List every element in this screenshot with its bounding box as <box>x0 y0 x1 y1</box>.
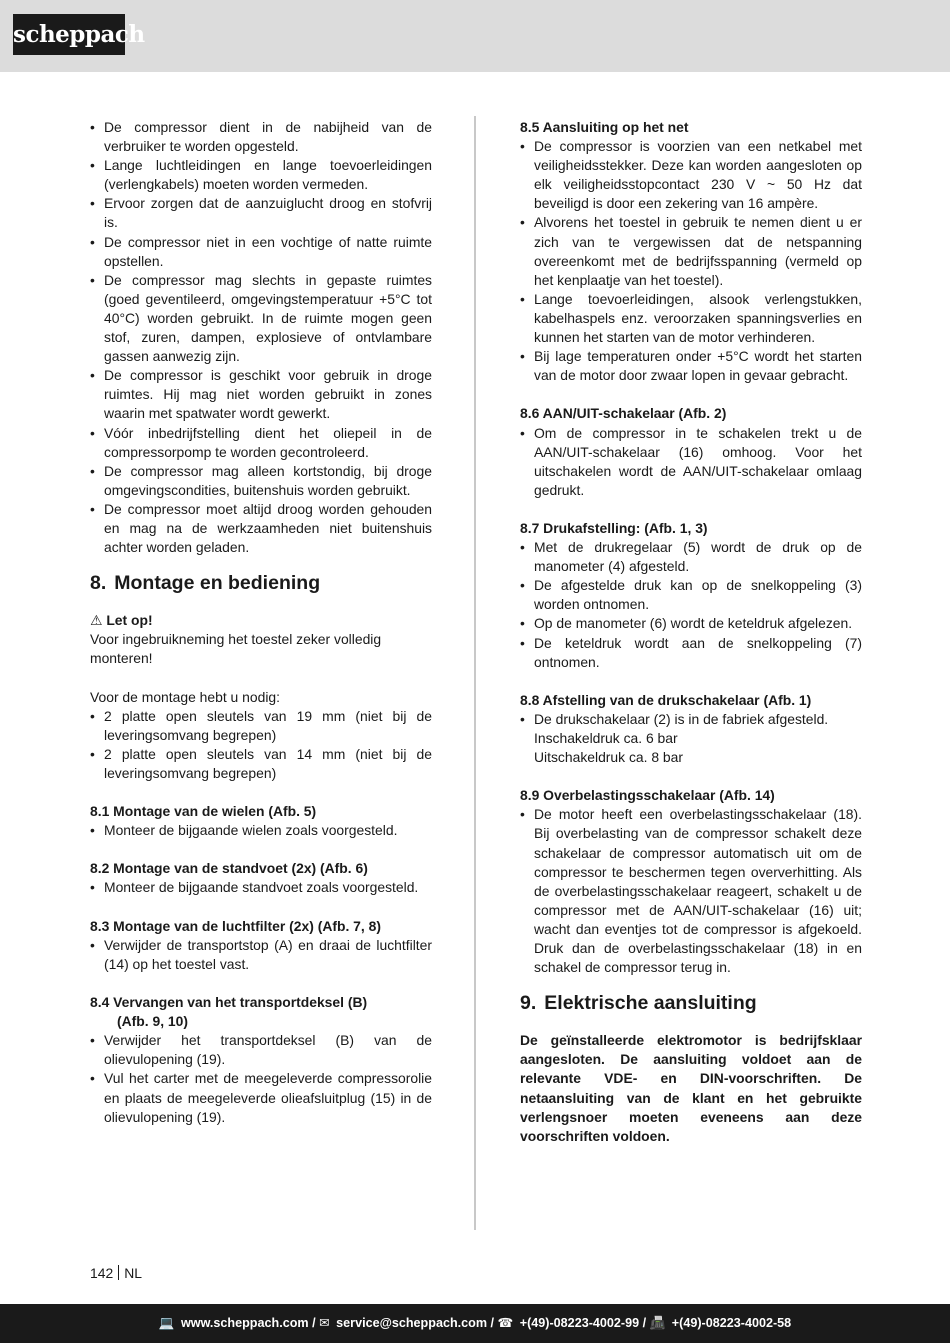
list-item: • Met de drukregelaar (5) wordt de druk op de manometer (4) afgesteld. <box>520 538 862 576</box>
column-divider <box>474 116 476 1230</box>
subsection-list <box>520 710 862 729</box>
section-heading-9 <box>520 991 862 1015</box>
subsection-title-8-1: 8.1 Montage van de wielen (Afb. 5) <box>90 803 317 820</box>
list-item: • De drukschakelaar (2) is in de fabriek afgesteld. <box>520 710 862 729</box>
list-item: • De compressor dient in de nabijheid van de verbruiker te worden opgesteld. <box>90 118 432 156</box>
subsection-list <box>520 805 862 977</box>
computer-icon: 💻 <box>158 1316 175 1330</box>
right-column <box>520 118 862 1146</box>
section-title: Elektrische aansluiting <box>544 992 757 1015</box>
contact-bar <box>0 1304 950 1343</box>
subsection-list <box>90 878 432 897</box>
tools-list <box>90 707 432 783</box>
placement-list <box>90 118 432 557</box>
fax-icon: 📠 <box>649 1316 666 1330</box>
list-item: • 2 platte open sleutels van 19 mm (niet bij de leveringsomvang begrepen) <box>90 707 432 745</box>
list-item: • 2 platte open sleutels van 14 mm (niet bij de leveringsomvang begrepen) <box>90 745 432 783</box>
header-bar <box>0 0 950 72</box>
language-code: NL <box>124 1265 142 1281</box>
section-number: 8. <box>90 572 107 595</box>
subsection-title-8-4: 8.4 Vervangen van het transportdeksel (B) <box>90 994 368 1011</box>
list-item: • Monteer de bijgaande wielen zoals voorgesteld. <box>90 821 432 840</box>
subsection-title-8-9: 8.9 Overbelastingsschakelaar (Afb. 14) <box>520 787 775 804</box>
warning-icon: ⚠ <box>90 612 103 629</box>
brand-logo: scheppach <box>13 14 125 55</box>
warning-heading <box>90 611 432 630</box>
list-item: • De compressor moet altijd droog worden gehouden en mag na de werkzaamheden niet buitenshuis achter worden geladen. <box>90 500 432 557</box>
list-item: • Verwijder het transportdeksel (B) van de olievulopening (19). <box>90 1031 432 1069</box>
warning-text: Voor ingebruikneming het toestel zeker volledig monteren! <box>90 631 382 667</box>
subsection-list <box>90 936 432 974</box>
list-item: • Vul het carter met de meegeleverde compressorolie en plaats de meegeleverde olieafsluitplug (15) in de olievulopening (19). <box>90 1069 432 1126</box>
phone-number: +(49)-08223-4002-99 / <box>519 1316 647 1330</box>
subsection-title-8-6: 8.6 AAN/UIT-schakelaar (Afb. 2) <box>520 405 727 422</box>
list-item: • Om de compressor in te schakelen trekt u de AAN/UIT-schakelaar (16) omhoog. Voor het uitschakelen wordt de AAN/UIT-schakelaar omlaag gedrukt. <box>520 424 862 500</box>
electrical-connection-text: De geïnstalleerde elektromotor is bedrijfsklaar aangesloten. De aansluiting voldoet aan de relevante VDE- en DIN-voorschriften. De netaansluiting van de klant en het gebruikte verlengsnoer moeten eveneens aan deze voorschriften voldoen. <box>520 1032 862 1144</box>
fax-number: +(49)-08223-4002-58 <box>671 1316 792 1330</box>
subsection-list <box>520 538 862 672</box>
warning-title: Let op! <box>106 612 153 629</box>
list-item: • De compressor mag alleen kortstondig, bij droge omgevingscondities, buitenshuis worden gebruikt. <box>90 462 432 500</box>
subsection-title-8-2: 8.2 Montage van de standvoet (2x) (Afb. 6) <box>90 860 368 877</box>
website-link[interactable]: www.scheppach.com / <box>180 1316 316 1330</box>
list-item: • De compressor mag slechts in gepaste ruimtes (goed geventileerd, omgevingstemperatuur +5°C tot 40°C) worden gebruikt. In de ruimte mogen geen stof, zuren, dampen, explosieve of ontvlambare gassen aanwezig zijn. <box>90 271 432 366</box>
list-item: • De compressor niet in een vochtige of natte ruimte opstellen. <box>90 233 432 271</box>
page-number: 142 <box>90 1265 114 1281</box>
subsection-title-8-4-cont: (Afb. 9, 10) <box>117 1013 189 1030</box>
list-item: • De motor heeft een overbelastingsschakelaar (18). Bij overbelasting van de compressor schakelt deze schakelaar de compressor automatisch uit om de compressor te beschermen tegen oververhitting. Als de overbelastingsschakelaar reageert, schakelt u de compressor met de AAN/UIT-schakelaar (16) uit; wacht dan eventjes tot de compressor is afgekoeld. Druk dan de overbelastingsschakelaar (18) in en schakel de compressor terug in. <box>520 805 862 977</box>
mail-icon: ✉ <box>319 1316 330 1330</box>
section-title: Montage en bediening <box>114 572 321 595</box>
list-item: • De compressor is voorzien van een netkabel met veiligheidsstekker. Deze kan worden aangesloten op elk veiligheidsstopcontact 230 V ~ 50 Hz dat beveiligd is door een zekering van 16 ampère. <box>520 137 862 213</box>
subsection-list <box>90 821 432 840</box>
subsection-title-8-3: 8.3 Montage van de luchtfilter (2x) (Afb. 7, 8) <box>90 917 381 934</box>
section-heading-8 <box>90 571 432 595</box>
list-item: • Monteer de bijgaande standvoet zoals voorgesteld. <box>90 878 432 897</box>
subsection-title-8-5: 8.5 Aansluiting op het net <box>520 119 689 135</box>
list-item: • Alvorens het toestel in gebruik te nemen dient u er zich van te vergewissen dat de netspanning overeenkomt met de bedrijfsspanning (vermeld op het kenplaatje van het toestel). <box>520 213 862 289</box>
subsection-title-8-7: 8.7 Drukafstelling: (Afb. 1, 3) <box>520 519 708 536</box>
list-item: • Vóór inbedrijfstelling dient het oliepeil in de compressorpomp te worden gecontroleerd. <box>90 424 432 462</box>
list-item: • Lange toevoerleidingen, alsook verlengstukken, kabelhaspels enz. veroorzaken spanningsverlies en kunnen het starten van de motor verhinderen. <box>520 290 862 347</box>
subsection-title-8-8: 8.8 Afstelling van de drukschakelaar (Afb. 1) <box>520 691 812 708</box>
subsection-list <box>90 1031 432 1126</box>
tools-intro: Voor de montage hebt u nodig: <box>90 688 280 705</box>
list-item: • Lange luchtleidingen en lange toevoerleidingen (verlengkabels) moeten worden vermeden. <box>90 156 432 194</box>
list-item: • Op de manometer (6) wordt de keteldruk afgelezen. <box>520 614 862 633</box>
page-footer <box>90 1264 142 1283</box>
switch-off-pressure: Uitschakeldruk ca. 8 bar <box>534 749 684 766</box>
subsection-list <box>520 424 862 500</box>
phone-icon: ☎ <box>497 1316 514 1330</box>
subsection-list <box>520 137 862 385</box>
switch-on-pressure: Inschakeldruk ca. 6 bar <box>534 730 678 746</box>
list-item: • Verwijder de transportstop (A) en draai de luchtfilter (14) op het toestel vast. <box>90 936 432 974</box>
list-item: • De afgestelde druk kan op de snelkoppeling (3) worden ontnomen. <box>520 576 862 614</box>
left-column <box>90 118 432 1127</box>
list-item: • Ervoor zorgen dat de aanzuiglucht droog en stofvrij is. <box>90 194 432 232</box>
email-link[interactable]: service@scheppach.com / <box>336 1316 495 1330</box>
footer-separator <box>118 1265 119 1280</box>
section-number: 9. <box>520 992 537 1015</box>
list-item: • De compressor is geschikt voor gebruik in droge ruimtes. Hij mag niet worden gebruikt in zones waarin met spatwater wordt gewerkt. <box>90 366 432 423</box>
list-item: • De keteldruk wordt aan de snelkoppeling (7) ontnomen. <box>520 634 862 672</box>
list-item: • Bij lage temperaturen onder +5°C wordt het starten van de motor door zwaar lopen in gevaar gebracht. <box>520 347 862 385</box>
